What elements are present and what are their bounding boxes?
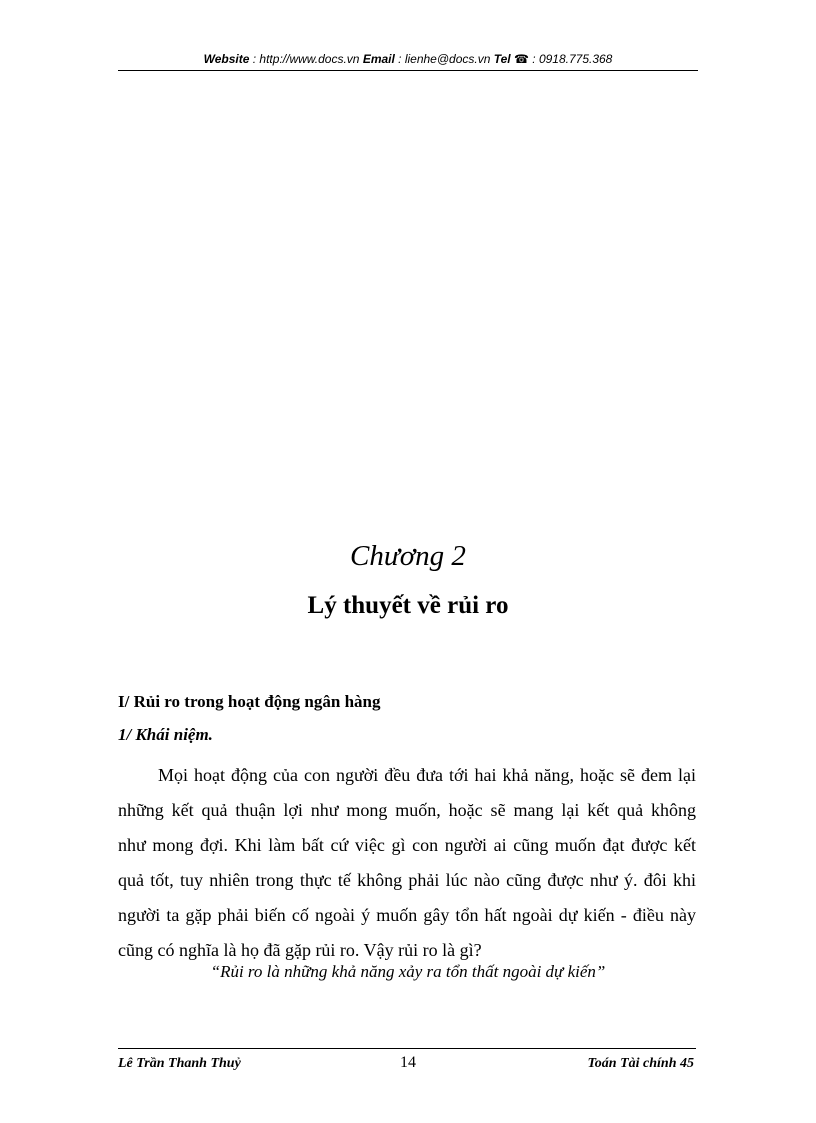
email-label: Email [362, 52, 395, 66]
paragraph-line: những kết quả thuận lợi như mong muốn, hoặc sẽ mang lại kết quả không [118, 800, 696, 820]
body-paragraph [118, 758, 696, 968]
chapter-title: Lý thuyết về rủi ro [307, 592, 509, 619]
paragraph-line: người ta gặp phải biến cố ngoài ý muốn gây tổn hất ngoài dự kiến - điều này [118, 905, 696, 925]
phone-icon: ☎ [513, 52, 529, 66]
page-number: 14 [400, 1054, 416, 1071]
page-header [118, 50, 698, 71]
chapter-number: Chương 2 [350, 540, 466, 572]
footer-course: Toán Tài chính 45 [587, 1056, 694, 1071]
definition-quote: “Rủi ro là những khả năng xảy ra tổn thất ngoài dự kiến” [210, 962, 606, 981]
paragraph-line: Mọi hoạt động của con người đều đưa tới hai khả năng, hoặc sẽ đem lại [158, 765, 696, 785]
section-heading: I/ Rủi ro trong hoạt động ngân hàng [118, 692, 381, 711]
tel-number: : 0918.775.368 [528, 52, 613, 66]
paragraph-line: quả tốt, tuy nhiên trong thực tế không phải lúc nào cũng được như ý. đôi khi [118, 870, 696, 890]
website-label: Website [203, 52, 250, 66]
website-url: : http://www.docs.vn [249, 52, 363, 66]
tel-label: Tel [493, 52, 511, 66]
footer-divider [118, 1048, 696, 1049]
footer-author: Lê Trần Thanh Thuỷ [118, 1056, 241, 1071]
paragraph-line: cũng có nghĩa là họ đã gặp rủi ro. Vậy rủi ro là gì? [118, 940, 482, 960]
paragraph-line: như mong đợi. Khi làm bất cứ việc gì con người ai cũng muốn đạt được kết [118, 835, 696, 855]
email-address: : lienhe@docs.vn [394, 52, 494, 66]
subsection-heading: 1/ Khái niệm. [118, 725, 213, 744]
